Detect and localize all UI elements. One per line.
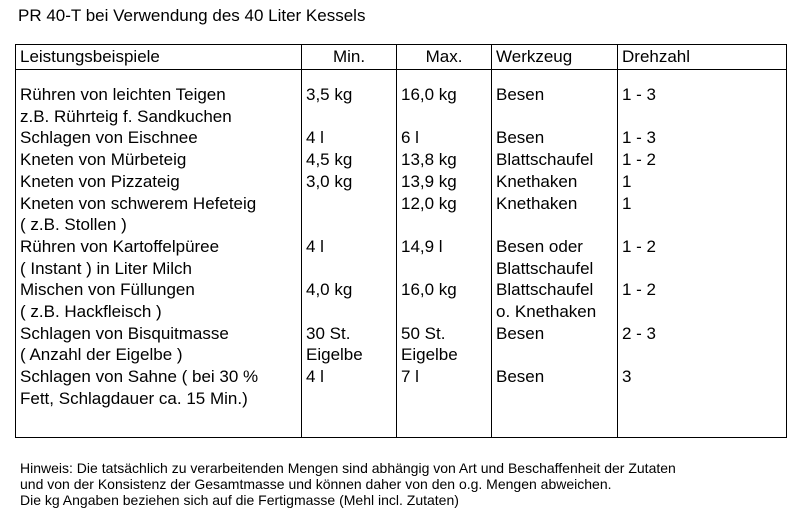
cell-beispiel <box>16 84 302 127</box>
cell-drehzahl <box>618 236 787 279</box>
cell-text: 1 - 2 <box>622 150 657 170</box>
cell-beispiel <box>16 193 302 236</box>
cell-text: 1 <box>622 193 632 213</box>
table-body <box>16 70 787 438</box>
cell-text: 4 l <box>306 128 324 148</box>
cell-text: Schlagen von Sahne ( bei 30 % <box>20 367 259 387</box>
table-row <box>16 236 787 279</box>
cell-min <box>302 127 397 149</box>
cell-max <box>397 84 492 127</box>
cell-beispiel <box>16 149 302 171</box>
performance-table <box>15 44 787 438</box>
cell-text: 1 <box>622 171 632 191</box>
cell-text: Schlagen von Eischnee <box>20 128 198 148</box>
cell-text: Kneten von schwerem Hefeteig <box>20 193 257 213</box>
footnote <box>20 460 676 508</box>
cell-max <box>397 366 492 409</box>
cell-text: Kneten von Mürbeteig <box>20 150 187 170</box>
cell-text: ( z.B. Stollen ) <box>20 215 127 235</box>
cell-text: 30 St. <box>306 323 351 343</box>
header-werkzeug: Werkzeug <box>492 45 618 70</box>
cell-text: ( Anzahl der Eigelbe ) <box>20 345 183 365</box>
cell-text: 14,9 l <box>401 236 443 256</box>
cell-text: 4,0 kg <box>306 280 353 300</box>
cell-text: 4,5 kg <box>306 150 353 170</box>
cell-text: Besen <box>496 85 545 104</box>
cell-min <box>302 193 397 236</box>
cell-text: Besen <box>496 128 545 148</box>
cell-text: Kneten von Pizzateig <box>20 171 180 191</box>
cell-text: z.B. Rührteig f. Sandkuchen <box>20 106 232 126</box>
cell-drehzahl <box>618 127 787 149</box>
cell-max <box>397 236 492 279</box>
cell-min <box>302 323 397 366</box>
cell-max <box>397 149 492 171</box>
cell-text: 3,5 kg <box>306 85 353 104</box>
cell-text: 1 - 3 <box>622 85 657 104</box>
cell-text: Schlagen von Bisquitmasse <box>20 323 229 343</box>
table-row <box>16 171 787 193</box>
cell-max <box>397 193 492 236</box>
cell-text: o. Knethaken <box>496 302 597 322</box>
cell-drehzahl <box>618 323 787 366</box>
header-drehzahl: Drehzahl <box>618 45 787 70</box>
cell-beispiel <box>16 171 302 193</box>
cell-drehzahl <box>618 279 787 322</box>
cell-text: 1 - 2 <box>622 280 657 300</box>
cell-text: Fett, Schlagdauer ca. 15 Min.) <box>20 388 248 408</box>
cell-werkzeug <box>492 193 618 236</box>
header-leistungsbeispiele: Leistungsbeispiele <box>16 45 302 70</box>
cell-werkzeug <box>492 323 618 366</box>
cell-text: 1 - 2 <box>622 236 657 256</box>
cell-max <box>397 127 492 149</box>
cell-text: ( Instant ) in Liter Milch <box>20 258 192 278</box>
cell-text: 4 l <box>306 236 324 256</box>
cell-werkzeug <box>492 279 618 322</box>
cell-text: 13,9 kg <box>401 171 457 191</box>
cell-text: 2 - 3 <box>622 323 657 343</box>
cell-text: Blattschaufel <box>496 150 594 170</box>
cell-text: 13,8 kg <box>401 150 457 170</box>
cell-max <box>397 279 492 322</box>
table-row <box>16 84 787 127</box>
cell-beispiel <box>16 127 302 149</box>
cell-text: Mischen von Füllungen <box>20 280 195 300</box>
table-row <box>16 127 787 149</box>
cell-text: 16,0 kg <box>401 85 457 104</box>
cell-min <box>302 366 397 409</box>
cell-text: 1 - 3 <box>622 128 657 148</box>
cell-beispiel <box>16 279 302 322</box>
cell-werkzeug <box>492 236 618 279</box>
cell-max <box>397 171 492 193</box>
cell-werkzeug <box>492 171 618 193</box>
cell-werkzeug <box>492 127 618 149</box>
cell-drehzahl <box>618 366 787 409</box>
cell-text: Knethaken <box>496 171 578 191</box>
cell-text: Blattschaufel <box>496 258 594 278</box>
cell-min <box>302 84 397 127</box>
cell-beispiel <box>16 366 302 409</box>
table-row <box>16 149 787 171</box>
cell-text: 3,0 kg <box>306 171 353 191</box>
cell-text: Rühren von leichten Teigen <box>20 85 226 104</box>
cell-min <box>302 149 397 171</box>
cell-text: Besen <box>496 323 545 343</box>
cell-werkzeug <box>492 366 618 409</box>
cell-text: Eigelbe <box>306 345 363 365</box>
cell-text: Besen oder <box>496 236 583 256</box>
cell-text: 4 l <box>306 367 324 387</box>
footnote-line: und von der Konsistenz der Gesamtmasse und können daher von den o.g. Mengen abweichen. <box>20 476 612 492</box>
cell-min <box>302 236 397 279</box>
cell-text: 50 St. <box>401 323 446 343</box>
cell-text: 7 l <box>401 367 419 387</box>
table-bottom-padding <box>16 410 787 438</box>
cell-text: Besen <box>496 367 545 387</box>
cell-text: Eigelbe <box>401 345 458 365</box>
cell-min <box>302 171 397 193</box>
cell-text: 16,0 kg <box>401 280 457 300</box>
cell-beispiel <box>16 236 302 279</box>
cell-text: 6 l <box>401 128 419 148</box>
cell-werkzeug <box>492 84 618 127</box>
cell-text: 12,0 kg <box>401 193 457 213</box>
cell-drehzahl <box>618 149 787 171</box>
footnote-line: Die kg Angaben beziehen sich auf die Fertigmasse (Mehl incl. Zutaten) <box>20 492 459 508</box>
cell-drehzahl <box>618 84 787 127</box>
table-row <box>16 323 787 366</box>
cell-drehzahl <box>618 171 787 193</box>
cell-beispiel <box>16 323 302 366</box>
header-max: Max. <box>397 45 492 70</box>
cell-max <box>397 323 492 366</box>
cell-text: Blattschaufel <box>496 280 594 300</box>
table-row <box>16 193 787 236</box>
header-min: Min. <box>302 45 397 70</box>
cell-text: Rühren von Kartoffelpüree <box>20 236 220 256</box>
table-header-row <box>16 45 787 70</box>
cell-drehzahl <box>618 193 787 236</box>
cell-werkzeug <box>492 149 618 171</box>
cell-text: Knethaken <box>496 193 578 213</box>
cell-text: 3 <box>622 367 632 387</box>
table-row <box>16 366 787 409</box>
cell-min <box>302 279 397 322</box>
cell-text: ( z.B. Hackfleisch ) <box>20 302 162 322</box>
document-title: PR 40-T bei Verwendung des 40 Liter Kessels <box>18 6 366 25</box>
table-row <box>16 279 787 322</box>
table-spacer-row <box>16 70 787 85</box>
footnote-line: Hinweis: Die tatsächlich zu verarbeitenden Mengen sind abhängig von Art und Beschaffenheit der Zutaten <box>20 460 676 476</box>
